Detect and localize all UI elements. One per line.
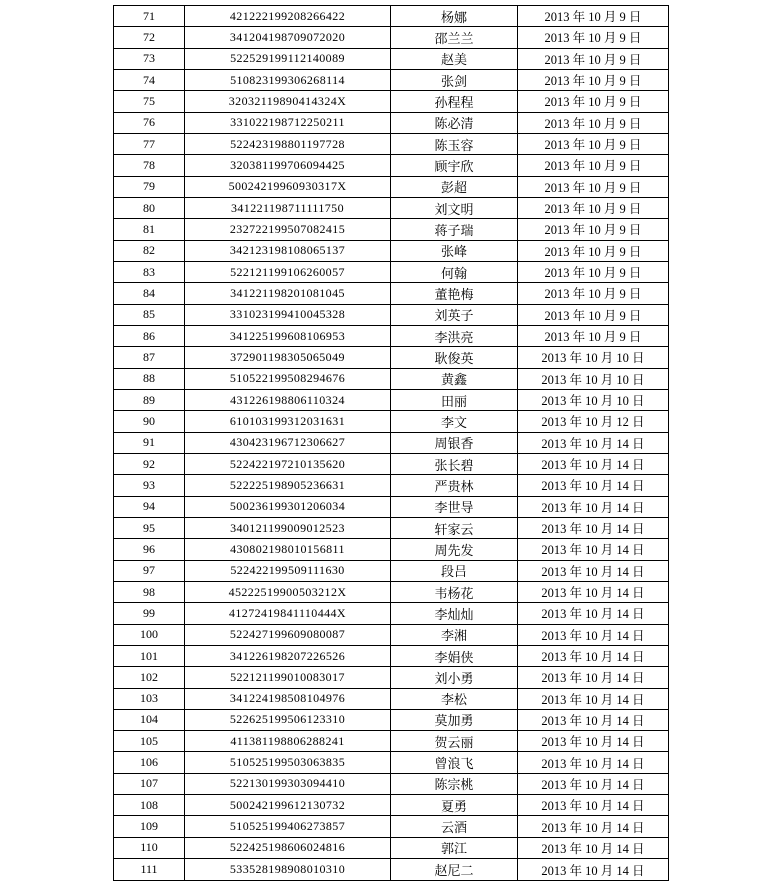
table-row bbox=[114, 261, 669, 282]
table-row bbox=[114, 176, 669, 197]
name-cell: 黄鑫 bbox=[391, 368, 518, 389]
id-number-cell: 522625199506123310 bbox=[185, 709, 391, 730]
row-number-cell: 98 bbox=[114, 581, 185, 602]
row-number-cell: 91 bbox=[114, 432, 185, 453]
record-table bbox=[113, 5, 669, 881]
id-number-cell: 533528198908010310 bbox=[185, 859, 391, 881]
date-cell: 2013 年 10 月 9 日 bbox=[518, 219, 669, 240]
id-number-cell: 411381198806288241 bbox=[185, 731, 391, 752]
date-cell: 2013 年 10 月 14 日 bbox=[518, 560, 669, 581]
row-number-cell: 99 bbox=[114, 603, 185, 624]
id-number-cell: 522422197210135620 bbox=[185, 453, 391, 474]
table-row bbox=[114, 624, 669, 645]
id-number-cell: 320381199706094425 bbox=[185, 155, 391, 176]
date-cell: 2013 年 10 月 14 日 bbox=[518, 496, 669, 517]
id-number-cell: 510823199306268114 bbox=[185, 69, 391, 90]
date-cell: 2013 年 10 月 14 日 bbox=[518, 603, 669, 624]
row-number-cell: 111 bbox=[114, 859, 185, 881]
name-cell: 陈宗桃 bbox=[391, 773, 518, 794]
id-number-cell: 372901198305065049 bbox=[185, 347, 391, 368]
table-row bbox=[114, 859, 669, 881]
id-number-cell: 331022198712250211 bbox=[185, 112, 391, 133]
id-number-cell: 331023199410045328 bbox=[185, 304, 391, 325]
id-number-cell: 522427199609080087 bbox=[185, 624, 391, 645]
date-cell: 2013 年 10 月 14 日 bbox=[518, 517, 669, 538]
date-cell: 2013 年 10 月 9 日 bbox=[518, 261, 669, 282]
row-number-cell: 82 bbox=[114, 240, 185, 261]
date-cell: 2013 年 10 月 9 日 bbox=[518, 304, 669, 325]
name-cell: 郭江 bbox=[391, 837, 518, 858]
date-cell: 2013 年 10 月 10 日 bbox=[518, 368, 669, 389]
id-number-cell: 522425198606024816 bbox=[185, 837, 391, 858]
date-cell: 2013 年 10 月 9 日 bbox=[518, 176, 669, 197]
table-row bbox=[114, 368, 669, 389]
name-cell: 李松 bbox=[391, 688, 518, 709]
date-cell: 2013 年 10 月 14 日 bbox=[518, 432, 669, 453]
row-number-cell: 109 bbox=[114, 816, 185, 837]
date-cell: 2013 年 10 月 14 日 bbox=[518, 859, 669, 881]
date-cell: 2013 年 10 月 9 日 bbox=[518, 197, 669, 218]
name-cell: 李世导 bbox=[391, 496, 518, 517]
table-row bbox=[114, 283, 669, 304]
date-cell: 2013 年 10 月 14 日 bbox=[518, 752, 669, 773]
name-cell: 李娟侠 bbox=[391, 645, 518, 666]
date-cell: 2013 年 10 月 9 日 bbox=[518, 27, 669, 48]
row-number-cell: 88 bbox=[114, 368, 185, 389]
id-number-cell: 341224198508104976 bbox=[185, 688, 391, 709]
id-number-cell: 45222519900503212X bbox=[185, 581, 391, 602]
row-number-cell: 100 bbox=[114, 624, 185, 645]
name-cell: 周先发 bbox=[391, 539, 518, 560]
table-row bbox=[114, 731, 669, 752]
row-number-cell: 74 bbox=[114, 69, 185, 90]
date-cell: 2013 年 10 月 9 日 bbox=[518, 155, 669, 176]
date-cell: 2013 年 10 月 14 日 bbox=[518, 709, 669, 730]
name-cell: 彭超 bbox=[391, 176, 518, 197]
row-number-cell: 71 bbox=[114, 6, 185, 27]
date-cell: 2013 年 10 月 9 日 bbox=[518, 69, 669, 90]
name-cell: 周银香 bbox=[391, 432, 518, 453]
table-row bbox=[114, 27, 669, 48]
date-cell: 2013 年 10 月 9 日 bbox=[518, 133, 669, 154]
id-number-cell: 340121199009012523 bbox=[185, 517, 391, 538]
name-cell: 刘英子 bbox=[391, 304, 518, 325]
name-cell: 轩家云 bbox=[391, 517, 518, 538]
date-cell: 2013 年 10 月 14 日 bbox=[518, 645, 669, 666]
date-cell: 2013 年 10 月 14 日 bbox=[518, 581, 669, 602]
date-cell: 2013 年 10 月 9 日 bbox=[518, 325, 669, 346]
id-number-cell: 342123198108065137 bbox=[185, 240, 391, 261]
date-cell: 2013 年 10 月 9 日 bbox=[518, 240, 669, 261]
name-cell: 李文 bbox=[391, 411, 518, 432]
name-cell: 李灿灿 bbox=[391, 603, 518, 624]
row-number-cell: 84 bbox=[114, 283, 185, 304]
name-cell: 邵兰兰 bbox=[391, 27, 518, 48]
id-number-cell: 430802198010156811 bbox=[185, 539, 391, 560]
id-number-cell: 510522199508294676 bbox=[185, 368, 391, 389]
name-cell: 李洪亮 bbox=[391, 325, 518, 346]
name-cell: 耿俊英 bbox=[391, 347, 518, 368]
name-cell: 张剑 bbox=[391, 69, 518, 90]
table-row bbox=[114, 752, 669, 773]
table-row bbox=[114, 389, 669, 410]
table-row bbox=[114, 432, 669, 453]
row-number-cell: 78 bbox=[114, 155, 185, 176]
row-number-cell: 94 bbox=[114, 496, 185, 517]
id-number-cell: 610103199312031631 bbox=[185, 411, 391, 432]
row-number-cell: 108 bbox=[114, 795, 185, 816]
table-row bbox=[114, 325, 669, 346]
table-row bbox=[114, 816, 669, 837]
name-cell: 顾宇欣 bbox=[391, 155, 518, 176]
row-number-cell: 96 bbox=[114, 539, 185, 560]
id-number-cell: 341221198201081045 bbox=[185, 283, 391, 304]
id-number-cell: 341204198709072020 bbox=[185, 27, 391, 48]
row-number-cell: 79 bbox=[114, 176, 185, 197]
table-row bbox=[114, 304, 669, 325]
name-cell: 曾浪飞 bbox=[391, 752, 518, 773]
name-cell: 莫加勇 bbox=[391, 709, 518, 730]
row-number-cell: 90 bbox=[114, 411, 185, 432]
id-number-cell: 510525199406273857 bbox=[185, 816, 391, 837]
table-row bbox=[114, 197, 669, 218]
id-number-cell: 431226198806110324 bbox=[185, 389, 391, 410]
row-number-cell: 87 bbox=[114, 347, 185, 368]
table-row bbox=[114, 667, 669, 688]
id-number-cell: 522225198905236631 bbox=[185, 475, 391, 496]
id-number-cell: 421222199208266422 bbox=[185, 6, 391, 27]
name-cell: 韦杨花 bbox=[391, 581, 518, 602]
row-number-cell: 102 bbox=[114, 667, 185, 688]
id-number-cell: 32032119890414324X bbox=[185, 91, 391, 112]
name-cell: 刘小勇 bbox=[391, 667, 518, 688]
id-number-cell: 500236199301206034 bbox=[185, 496, 391, 517]
table-row bbox=[114, 539, 669, 560]
id-number-cell: 341221198711111750 bbox=[185, 197, 391, 218]
id-number-cell: 522423198801197728 bbox=[185, 133, 391, 154]
table-row bbox=[114, 69, 669, 90]
table-row bbox=[114, 112, 669, 133]
id-number-cell: 522422199509111630 bbox=[185, 560, 391, 581]
row-number-cell: 85 bbox=[114, 304, 185, 325]
name-cell: 张长碧 bbox=[391, 453, 518, 474]
row-number-cell: 89 bbox=[114, 389, 185, 410]
date-cell: 2013 年 10 月 9 日 bbox=[518, 6, 669, 27]
table-row bbox=[114, 709, 669, 730]
table-row bbox=[114, 603, 669, 624]
name-cell: 刘文明 bbox=[391, 197, 518, 218]
name-cell: 贺云丽 bbox=[391, 731, 518, 752]
row-number-cell: 101 bbox=[114, 645, 185, 666]
row-number-cell: 97 bbox=[114, 560, 185, 581]
row-number-cell: 104 bbox=[114, 709, 185, 730]
date-cell: 2013 年 10 月 14 日 bbox=[518, 624, 669, 645]
table-row bbox=[114, 91, 669, 112]
row-number-cell: 86 bbox=[114, 325, 185, 346]
name-cell: 夏勇 bbox=[391, 795, 518, 816]
name-cell: 陈玉容 bbox=[391, 133, 518, 154]
table-row bbox=[114, 453, 669, 474]
name-cell: 李湘 bbox=[391, 624, 518, 645]
id-number-cell: 41272419841110444X bbox=[185, 603, 391, 624]
name-cell: 段吕 bbox=[391, 560, 518, 581]
name-cell: 孙程程 bbox=[391, 91, 518, 112]
table-row bbox=[114, 48, 669, 69]
id-number-cell: 341226198207226526 bbox=[185, 645, 391, 666]
name-cell: 严贵林 bbox=[391, 475, 518, 496]
row-number-cell: 95 bbox=[114, 517, 185, 538]
row-number-cell: 106 bbox=[114, 752, 185, 773]
row-number-cell: 77 bbox=[114, 133, 185, 154]
row-number-cell: 105 bbox=[114, 731, 185, 752]
table-row bbox=[114, 581, 669, 602]
id-number-cell: 430423196712306627 bbox=[185, 432, 391, 453]
row-number-cell: 107 bbox=[114, 773, 185, 794]
date-cell: 2013 年 10 月 9 日 bbox=[518, 112, 669, 133]
table-row bbox=[114, 645, 669, 666]
table-row bbox=[114, 240, 669, 261]
id-number-cell: 341225199608106953 bbox=[185, 325, 391, 346]
name-cell: 陈必清 bbox=[391, 112, 518, 133]
row-number-cell: 93 bbox=[114, 475, 185, 496]
name-cell: 蒋子瑞 bbox=[391, 219, 518, 240]
name-cell: 田丽 bbox=[391, 389, 518, 410]
table-row bbox=[114, 155, 669, 176]
id-number-cell: 522529199112140089 bbox=[185, 48, 391, 69]
date-cell: 2013 年 10 月 14 日 bbox=[518, 816, 669, 837]
date-cell: 2013 年 10 月 14 日 bbox=[518, 773, 669, 794]
date-cell: 2013 年 10 月 9 日 bbox=[518, 91, 669, 112]
date-cell: 2013 年 10 月 14 日 bbox=[518, 667, 669, 688]
date-cell: 2013 年 10 月 10 日 bbox=[518, 389, 669, 410]
table-row bbox=[114, 773, 669, 794]
name-cell: 赵美 bbox=[391, 48, 518, 69]
table-row bbox=[114, 560, 669, 581]
table-row bbox=[114, 837, 669, 858]
id-number-cell: 232722199507082415 bbox=[185, 219, 391, 240]
date-cell: 2013 年 10 月 9 日 bbox=[518, 48, 669, 69]
date-cell: 2013 年 10 月 14 日 bbox=[518, 837, 669, 858]
date-cell: 2013 年 10 月 14 日 bbox=[518, 688, 669, 709]
row-number-cell: 72 bbox=[114, 27, 185, 48]
table-row bbox=[114, 219, 669, 240]
name-cell: 赵尼二 bbox=[391, 859, 518, 881]
row-number-cell: 73 bbox=[114, 48, 185, 69]
row-number-cell: 80 bbox=[114, 197, 185, 218]
date-cell: 2013 年 10 月 14 日 bbox=[518, 475, 669, 496]
name-cell: 张峰 bbox=[391, 240, 518, 261]
row-number-cell: 75 bbox=[114, 91, 185, 112]
date-cell: 2013 年 10 月 14 日 bbox=[518, 795, 669, 816]
name-cell: 董艳梅 bbox=[391, 283, 518, 304]
date-cell: 2013 年 10 月 14 日 bbox=[518, 539, 669, 560]
id-number-cell: 522121199106260057 bbox=[185, 261, 391, 282]
id-number-cell: 510525199503063835 bbox=[185, 752, 391, 773]
id-number-cell: 500242199612130732 bbox=[185, 795, 391, 816]
table-row bbox=[114, 688, 669, 709]
table-row bbox=[114, 475, 669, 496]
date-cell: 2013 年 10 月 12 日 bbox=[518, 411, 669, 432]
table-row bbox=[114, 347, 669, 368]
id-number-cell: 50024219960930317X bbox=[185, 176, 391, 197]
date-cell: 2013 年 10 月 10 日 bbox=[518, 347, 669, 368]
table-row bbox=[114, 496, 669, 517]
table-row bbox=[114, 133, 669, 154]
date-cell: 2013 年 10 月 14 日 bbox=[518, 731, 669, 752]
row-number-cell: 92 bbox=[114, 453, 185, 474]
id-number-cell: 522130199303094410 bbox=[185, 773, 391, 794]
name-cell: 云酒 bbox=[391, 816, 518, 837]
record-table-body bbox=[114, 6, 669, 881]
id-number-cell: 522121199010083017 bbox=[185, 667, 391, 688]
row-number-cell: 110 bbox=[114, 837, 185, 858]
name-cell: 杨娜 bbox=[391, 6, 518, 27]
row-number-cell: 81 bbox=[114, 219, 185, 240]
name-cell: 何翰 bbox=[391, 261, 518, 282]
row-number-cell: 103 bbox=[114, 688, 185, 709]
table-row bbox=[114, 6, 669, 27]
table-row bbox=[114, 517, 669, 538]
table-row bbox=[114, 411, 669, 432]
row-number-cell: 83 bbox=[114, 261, 185, 282]
table-row bbox=[114, 795, 669, 816]
date-cell: 2013 年 10 月 14 日 bbox=[518, 453, 669, 474]
date-cell: 2013 年 10 月 9 日 bbox=[518, 283, 669, 304]
row-number-cell: 76 bbox=[114, 112, 185, 133]
